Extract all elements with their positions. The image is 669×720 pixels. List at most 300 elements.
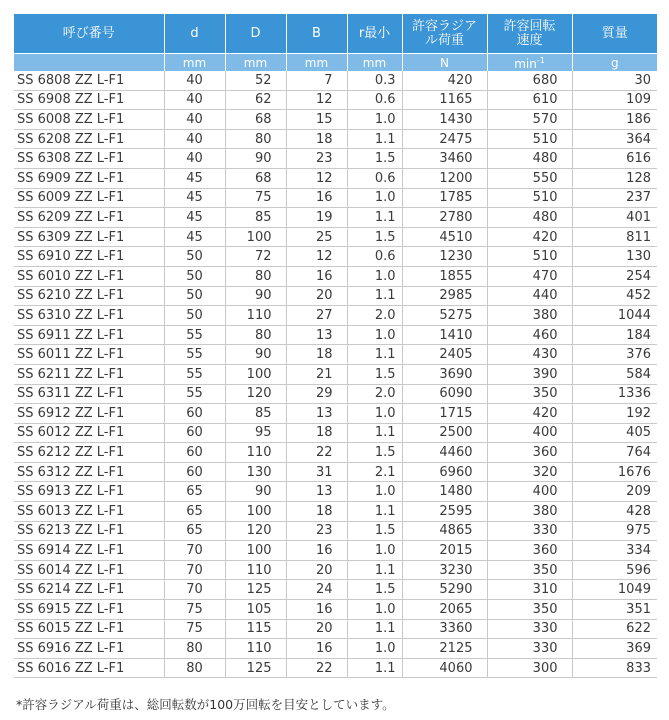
cell-D: 75 bbox=[225, 188, 286, 208]
cell-mass: 376 bbox=[572, 345, 657, 365]
cell-name: SS 6014 ZZ L-F1 bbox=[14, 560, 164, 580]
cell-load: 2475 bbox=[402, 129, 487, 149]
cell-D: 90 bbox=[225, 345, 286, 365]
cell-d: 45 bbox=[164, 188, 225, 208]
cell-load: 2985 bbox=[402, 286, 487, 306]
cell-D: 125 bbox=[225, 658, 286, 678]
cell-d: 65 bbox=[164, 482, 225, 502]
cell-speed: 430 bbox=[487, 345, 572, 365]
cell-mass: 428 bbox=[572, 502, 657, 522]
cell-r: 1.0 bbox=[347, 266, 402, 286]
cell-r: 1.5 bbox=[347, 227, 402, 247]
cell-speed: 460 bbox=[487, 325, 572, 345]
cell-D: 110 bbox=[225, 560, 286, 580]
header-D: D bbox=[225, 14, 286, 54]
header-r: r最小 bbox=[347, 14, 402, 54]
cell-load: 4060 bbox=[402, 658, 487, 678]
cell-B: 12 bbox=[286, 247, 347, 267]
cell-load: 420 bbox=[402, 71, 487, 90]
cell-speed: 570 bbox=[487, 110, 572, 130]
cell-B: 16 bbox=[286, 541, 347, 561]
cell-d: 65 bbox=[164, 521, 225, 541]
cell-d: 40 bbox=[164, 149, 225, 169]
table-row bbox=[14, 502, 657, 522]
cell-name: SS 6308 ZZ L-F1 bbox=[14, 149, 164, 169]
cell-B: 29 bbox=[286, 384, 347, 404]
cell-B: 24 bbox=[286, 580, 347, 600]
cell-speed: 510 bbox=[487, 247, 572, 267]
unit-speed: $\min^{-1}$ bbox=[487, 54, 572, 72]
cell-d: 50 bbox=[164, 266, 225, 286]
cell-name: SS 6916 ZZ L-F1 bbox=[14, 639, 164, 659]
cell-speed: 330 bbox=[487, 639, 572, 659]
cell-r: 1.5 bbox=[347, 521, 402, 541]
cell-d: 45 bbox=[164, 168, 225, 188]
cell-r: 1.0 bbox=[347, 110, 402, 130]
cell-load: 2065 bbox=[402, 600, 487, 620]
table-row bbox=[14, 168, 657, 188]
cell-load: 2125 bbox=[402, 639, 487, 659]
cell-d: 45 bbox=[164, 227, 225, 247]
cell-name: SS 6915 ZZ L-F1 bbox=[14, 600, 164, 620]
cell-r: 1.1 bbox=[347, 208, 402, 228]
cell-mass: 130 bbox=[572, 247, 657, 267]
cell-load: 2015 bbox=[402, 541, 487, 561]
table-row bbox=[14, 227, 657, 247]
cell-B: 20 bbox=[286, 286, 347, 306]
cell-B: 18 bbox=[286, 423, 347, 443]
header-row bbox=[14, 14, 657, 54]
cell-r: 1.1 bbox=[347, 658, 402, 678]
cell-D: 80 bbox=[225, 325, 286, 345]
cell-B: 25 bbox=[286, 227, 347, 247]
cell-speed: 360 bbox=[487, 443, 572, 463]
cell-mass: 401 bbox=[572, 208, 657, 228]
cell-D: 110 bbox=[225, 443, 286, 463]
unit-r: mm bbox=[347, 54, 402, 72]
cell-mass: 237 bbox=[572, 188, 657, 208]
cell-mass: 186 bbox=[572, 110, 657, 130]
cell-B: 7 bbox=[286, 71, 347, 90]
cell-r: 2.0 bbox=[347, 384, 402, 404]
cell-r: 1.1 bbox=[347, 423, 402, 443]
cell-speed: 420 bbox=[487, 227, 572, 247]
table-body bbox=[14, 71, 657, 678]
cell-load: 2405 bbox=[402, 345, 487, 365]
table-row bbox=[14, 345, 657, 365]
cell-speed: 610 bbox=[487, 90, 572, 110]
cell-r: 1.0 bbox=[347, 600, 402, 620]
cell-speed: 380 bbox=[487, 306, 572, 326]
cell-speed: 380 bbox=[487, 502, 572, 522]
cell-d: 40 bbox=[164, 129, 225, 149]
cell-speed: 350 bbox=[487, 600, 572, 620]
cell-mass: 192 bbox=[572, 404, 657, 424]
table-row bbox=[14, 325, 657, 345]
cell-D: 100 bbox=[225, 364, 286, 384]
cell-B: 12 bbox=[286, 90, 347, 110]
cell-d: 60 bbox=[164, 404, 225, 424]
cell-name: SS 6016 ZZ L-F1 bbox=[14, 658, 164, 678]
cell-d: 75 bbox=[164, 619, 225, 639]
cell-r: 1.0 bbox=[347, 639, 402, 659]
cell-name: SS 6212 ZZ L-F1 bbox=[14, 443, 164, 463]
cell-name: SS 6909 ZZ L-F1 bbox=[14, 168, 164, 188]
cell-d: 50 bbox=[164, 247, 225, 267]
cell-d: 70 bbox=[164, 560, 225, 580]
cell-B: 18 bbox=[286, 129, 347, 149]
cell-d: 55 bbox=[164, 364, 225, 384]
cell-mass: 833 bbox=[572, 658, 657, 678]
cell-speed: 680 bbox=[487, 71, 572, 90]
cell-D: 115 bbox=[225, 619, 286, 639]
cell-B: 23 bbox=[286, 521, 347, 541]
cell-D: 62 bbox=[225, 90, 286, 110]
cell-mass: 1044 bbox=[572, 306, 657, 326]
cell-name: SS 6808 ZZ L-F1 bbox=[14, 71, 164, 90]
cell-mass: 254 bbox=[572, 266, 657, 286]
cell-mass: 334 bbox=[572, 541, 657, 561]
cell-d: 55 bbox=[164, 384, 225, 404]
cell-load: 1410 bbox=[402, 325, 487, 345]
cell-r: 0.3 bbox=[347, 71, 402, 90]
cell-name: SS 6010 ZZ L-F1 bbox=[14, 266, 164, 286]
cell-r: 1.0 bbox=[347, 188, 402, 208]
cell-name: SS 6908 ZZ L-F1 bbox=[14, 90, 164, 110]
cell-B: 13 bbox=[286, 404, 347, 424]
cell-r: 2.1 bbox=[347, 462, 402, 482]
unit-B: mm bbox=[286, 54, 347, 72]
cell-load: 1480 bbox=[402, 482, 487, 502]
cell-load: 1165 bbox=[402, 90, 487, 110]
cell-speed: 300 bbox=[487, 658, 572, 678]
cell-load: 4460 bbox=[402, 443, 487, 463]
cell-d: 40 bbox=[164, 90, 225, 110]
cell-load: 3230 bbox=[402, 560, 487, 580]
cell-mass: 405 bbox=[572, 423, 657, 443]
table-row bbox=[14, 600, 657, 620]
cell-r: 1.0 bbox=[347, 541, 402, 561]
table-row bbox=[14, 90, 657, 110]
cell-B: 12 bbox=[286, 168, 347, 188]
cell-D: 110 bbox=[225, 306, 286, 326]
cell-d: 40 bbox=[164, 110, 225, 130]
cell-d: 70 bbox=[164, 580, 225, 600]
cell-D: 90 bbox=[225, 286, 286, 306]
cell-r: 1.1 bbox=[347, 560, 402, 580]
cell-B: 20 bbox=[286, 560, 347, 580]
cell-mass: 351 bbox=[572, 600, 657, 620]
header-load-text: 許容ラジアル荷重 bbox=[411, 18, 477, 48]
cell-load: 3360 bbox=[402, 619, 487, 639]
cell-B: 13 bbox=[286, 325, 347, 345]
table-row bbox=[14, 619, 657, 639]
cell-name: SS 6914 ZZ L-F1 bbox=[14, 541, 164, 561]
cell-load: 1785 bbox=[402, 188, 487, 208]
bearing-spec-table bbox=[14, 14, 657, 678]
bearing-spec-table-container bbox=[14, 14, 657, 678]
table-row bbox=[14, 129, 657, 149]
cell-d: 60 bbox=[164, 423, 225, 443]
cell-D: 80 bbox=[225, 266, 286, 286]
cell-B: 16 bbox=[286, 266, 347, 286]
cell-r: 1.0 bbox=[347, 404, 402, 424]
table-row bbox=[14, 658, 657, 678]
cell-mass: 616 bbox=[572, 149, 657, 169]
cell-name: SS 6009 ZZ L-F1 bbox=[14, 188, 164, 208]
unit-name bbox=[14, 54, 164, 72]
cell-B: 23 bbox=[286, 149, 347, 169]
cell-D: 68 bbox=[225, 168, 286, 188]
cell-d: 40 bbox=[164, 71, 225, 90]
cell-d: 55 bbox=[164, 345, 225, 365]
cell-name: SS 6309 ZZ L-F1 bbox=[14, 227, 164, 247]
cell-load: 1715 bbox=[402, 404, 487, 424]
cell-B: 18 bbox=[286, 345, 347, 365]
cell-D: 52 bbox=[225, 71, 286, 90]
cell-r: 2.0 bbox=[347, 306, 402, 326]
footnote: *許容ラジアル荷重は、総回転数が100万回転を目安としています。 bbox=[16, 697, 395, 712]
table-row bbox=[14, 580, 657, 600]
cell-load: 1230 bbox=[402, 247, 487, 267]
cell-mass: 596 bbox=[572, 560, 657, 580]
cell-name: SS 6214 ZZ L-F1 bbox=[14, 580, 164, 600]
cell-D: 120 bbox=[225, 384, 286, 404]
cell-name: SS 6213 ZZ L-F1 bbox=[14, 521, 164, 541]
cell-D: 80 bbox=[225, 129, 286, 149]
cell-d: 50 bbox=[164, 306, 225, 326]
cell-mass: 622 bbox=[572, 619, 657, 639]
cell-speed: 360 bbox=[487, 541, 572, 561]
cell-d: 80 bbox=[164, 639, 225, 659]
cell-d: 65 bbox=[164, 502, 225, 522]
cell-d: 55 bbox=[164, 325, 225, 345]
cell-name: SS 6310 ZZ L-F1 bbox=[14, 306, 164, 326]
table-row bbox=[14, 149, 657, 169]
cell-speed: 400 bbox=[487, 482, 572, 502]
header-mass: 質量 bbox=[572, 14, 657, 54]
cell-mass: 1049 bbox=[572, 580, 657, 600]
cell-D: 100 bbox=[225, 541, 286, 561]
cell-speed: 510 bbox=[487, 188, 572, 208]
cell-mass: 369 bbox=[572, 639, 657, 659]
cell-r: 0.6 bbox=[347, 247, 402, 267]
cell-load: 4865 bbox=[402, 521, 487, 541]
cell-mass: 209 bbox=[572, 482, 657, 502]
cell-B: 27 bbox=[286, 306, 347, 326]
table-row bbox=[14, 286, 657, 306]
cell-load: 2595 bbox=[402, 502, 487, 522]
cell-name: SS 6912 ZZ L-F1 bbox=[14, 404, 164, 424]
cell-B: 16 bbox=[286, 600, 347, 620]
cell-load: 3690 bbox=[402, 364, 487, 384]
cell-mass: 109 bbox=[572, 90, 657, 110]
cell-D: 120 bbox=[225, 521, 286, 541]
table-row bbox=[14, 110, 657, 130]
cell-r: 1.0 bbox=[347, 325, 402, 345]
table-row bbox=[14, 364, 657, 384]
table-row bbox=[14, 639, 657, 659]
cell-mass: 975 bbox=[572, 521, 657, 541]
cell-D: 95 bbox=[225, 423, 286, 443]
cell-mass: 764 bbox=[572, 443, 657, 463]
table-row bbox=[14, 306, 657, 326]
cell-name: SS 6209 ZZ L-F1 bbox=[14, 208, 164, 228]
cell-speed: 470 bbox=[487, 266, 572, 286]
cell-name: SS 6211 ZZ L-F1 bbox=[14, 364, 164, 384]
cell-load: 2780 bbox=[402, 208, 487, 228]
cell-mass: 184 bbox=[572, 325, 657, 345]
cell-B: 22 bbox=[286, 658, 347, 678]
cell-d: 60 bbox=[164, 462, 225, 482]
cell-r: 1.1 bbox=[347, 619, 402, 639]
cell-speed: 390 bbox=[487, 364, 572, 384]
cell-speed: 330 bbox=[487, 521, 572, 541]
table-row bbox=[14, 266, 657, 286]
cell-speed: 350 bbox=[487, 560, 572, 580]
unit-load: N bbox=[402, 54, 487, 72]
header-load bbox=[402, 14, 487, 54]
cell-r: 1.5 bbox=[347, 443, 402, 463]
cell-name: SS 6911 ZZ L-F1 bbox=[14, 325, 164, 345]
cell-B: 21 bbox=[286, 364, 347, 384]
cell-D: 90 bbox=[225, 482, 286, 502]
cell-load: 6090 bbox=[402, 384, 487, 404]
cell-name: SS 6013 ZZ L-F1 bbox=[14, 502, 164, 522]
cell-B: 16 bbox=[286, 639, 347, 659]
cell-speed: 350 bbox=[487, 384, 572, 404]
cell-load: 1430 bbox=[402, 110, 487, 130]
table-row bbox=[14, 462, 657, 482]
cell-speed: 400 bbox=[487, 423, 572, 443]
cell-D: 105 bbox=[225, 600, 286, 620]
table-row bbox=[14, 482, 657, 502]
cell-d: 50 bbox=[164, 286, 225, 306]
cell-name: SS 6210 ZZ L-F1 bbox=[14, 286, 164, 306]
cell-r: 1.5 bbox=[347, 149, 402, 169]
cell-B: 13 bbox=[286, 482, 347, 502]
table-row bbox=[14, 247, 657, 267]
cell-r: 0.6 bbox=[347, 168, 402, 188]
table-row bbox=[14, 188, 657, 208]
cell-D: 110 bbox=[225, 639, 286, 659]
unit-row bbox=[14, 54, 657, 72]
cell-d: 75 bbox=[164, 600, 225, 620]
cell-name: SS 6311 ZZ L-F1 bbox=[14, 384, 164, 404]
table-row bbox=[14, 423, 657, 443]
cell-B: 16 bbox=[286, 188, 347, 208]
cell-D: 85 bbox=[225, 404, 286, 424]
cell-speed: 480 bbox=[487, 149, 572, 169]
cell-D: 100 bbox=[225, 502, 286, 522]
cell-D: 100 bbox=[225, 227, 286, 247]
cell-speed: 330 bbox=[487, 619, 572, 639]
unit-D: mm bbox=[225, 54, 286, 72]
cell-mass: 1676 bbox=[572, 462, 657, 482]
unit-d: mm bbox=[164, 54, 225, 72]
table-row bbox=[14, 208, 657, 228]
cell-r: 0.6 bbox=[347, 90, 402, 110]
cell-r: 1.1 bbox=[347, 286, 402, 306]
table-row bbox=[14, 541, 657, 561]
cell-B: 22 bbox=[286, 443, 347, 463]
cell-name: SS 6913 ZZ L-F1 bbox=[14, 482, 164, 502]
cell-B: 15 bbox=[286, 110, 347, 130]
cell-D: 130 bbox=[225, 462, 286, 482]
table-row bbox=[14, 560, 657, 580]
cell-r: 1.1 bbox=[347, 502, 402, 522]
cell-speed: 420 bbox=[487, 404, 572, 424]
cell-mass: 128 bbox=[572, 168, 657, 188]
cell-D: 72 bbox=[225, 247, 286, 267]
header-speed-text: 許容回転速度 bbox=[503, 18, 556, 48]
cell-name: SS 6208 ZZ L-F1 bbox=[14, 129, 164, 149]
cell-B: 20 bbox=[286, 619, 347, 639]
cell-load: 1855 bbox=[402, 266, 487, 286]
cell-D: 125 bbox=[225, 580, 286, 600]
cell-B: 18 bbox=[286, 502, 347, 522]
header-d: d bbox=[164, 14, 225, 54]
cell-load: 5290 bbox=[402, 580, 487, 600]
cell-name: SS 6011 ZZ L-F1 bbox=[14, 345, 164, 365]
cell-r: 1.0 bbox=[347, 482, 402, 502]
cell-speed: 440 bbox=[487, 286, 572, 306]
cell-mass: 364 bbox=[572, 129, 657, 149]
cell-load: 2500 bbox=[402, 423, 487, 443]
cell-D: 90 bbox=[225, 149, 286, 169]
cell-speed: 550 bbox=[487, 168, 572, 188]
unit-mass: g bbox=[572, 54, 657, 72]
cell-speed: 510 bbox=[487, 129, 572, 149]
cell-load: 6960 bbox=[402, 462, 487, 482]
cell-D: 85 bbox=[225, 208, 286, 228]
cell-mass: 30 bbox=[572, 71, 657, 90]
cell-name: SS 6015 ZZ L-F1 bbox=[14, 619, 164, 639]
cell-mass: 452 bbox=[572, 286, 657, 306]
table-row bbox=[14, 404, 657, 424]
cell-load: 1200 bbox=[402, 168, 487, 188]
cell-speed: 320 bbox=[487, 462, 572, 482]
cell-name: SS 6012 ZZ L-F1 bbox=[14, 423, 164, 443]
table-row bbox=[14, 71, 657, 90]
cell-r: 1.5 bbox=[347, 364, 402, 384]
table-row bbox=[14, 443, 657, 463]
table-row bbox=[14, 521, 657, 541]
cell-r: 1.1 bbox=[347, 129, 402, 149]
cell-load: 4510 bbox=[402, 227, 487, 247]
cell-r: 1.5 bbox=[347, 580, 402, 600]
table-row bbox=[14, 384, 657, 404]
cell-r: 1.1 bbox=[347, 345, 402, 365]
cell-mass: 811 bbox=[572, 227, 657, 247]
header-B: B bbox=[286, 14, 347, 54]
cell-d: 60 bbox=[164, 443, 225, 463]
cell-mass: 584 bbox=[572, 364, 657, 384]
cell-load: 3460 bbox=[402, 149, 487, 169]
cell-d: 45 bbox=[164, 208, 225, 228]
header-name: 呼び番号 bbox=[14, 14, 164, 54]
header-speed bbox=[487, 14, 572, 54]
cell-B: 31 bbox=[286, 462, 347, 482]
cell-d: 70 bbox=[164, 541, 225, 561]
cell-B: 19 bbox=[286, 208, 347, 228]
cell-name: SS 6312 ZZ L-F1 bbox=[14, 462, 164, 482]
cell-speed: 310 bbox=[487, 580, 572, 600]
cell-name: SS 6008 ZZ L-F1 bbox=[14, 110, 164, 130]
cell-speed: 480 bbox=[487, 208, 572, 228]
cell-mass: 1336 bbox=[572, 384, 657, 404]
cell-d: 80 bbox=[164, 658, 225, 678]
